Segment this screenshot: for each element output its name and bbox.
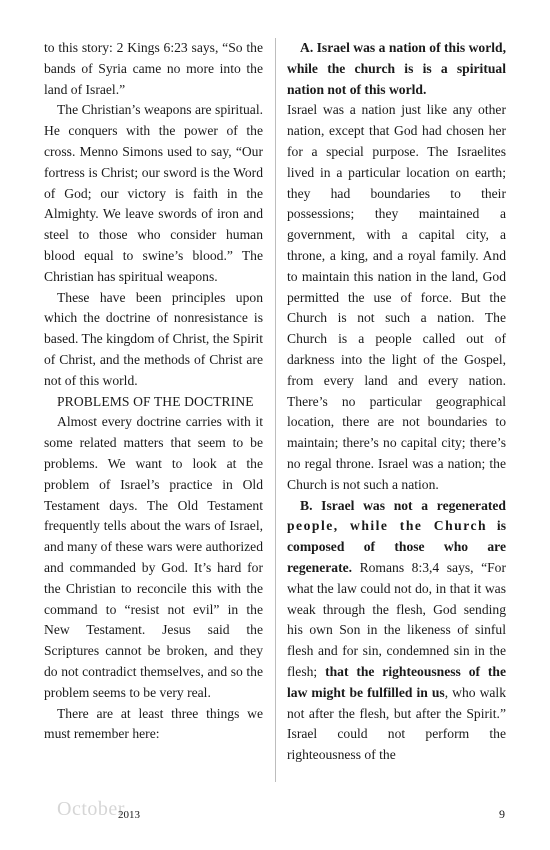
section-heading: PROBLEMS OF THE DOCTRINE — [57, 393, 254, 409]
paragraph-spiritual-weapons: The Christian’s weapons are spiritual. He conquers with the power of the cross. Menno Simons used to say, “Our fortress is Christ; our sword is the Word of God; our victory is faith in the Almighty. We leave swords of iron and steel to those who consider human blood equal to swine’s blood.” The Christian has spiritual weapons. — [44, 102, 263, 284]
point-b-emphasis: that the righteousness of the law might be fulfilled in us — [287, 663, 506, 700]
column-divider — [275, 38, 276, 782]
right-column — [287, 38, 506, 766]
page-number: 9 — [499, 807, 505, 821]
paragraph-continuation: to this story: 2 Kings 6:23 says, “So the bands of Syria came no more into the land of Israel.” — [44, 40, 263, 97]
point-b-title-part-2: people, while the Church — [287, 518, 488, 534]
paragraph-three-things: There are at least three things we must remember here: — [44, 705, 263, 742]
footer-year: 2013 — [118, 809, 140, 821]
point-a-title — [287, 38, 506, 100]
paragraph-problems: Almost every doctrine carries with it some related matters that seem to be problems. We want to look at the problem of Israel’s practice in Old Testament days. The Old Testament frequently tells about the wars of Israel, and many of these wars were authorized and commanded by God. It’s hard for the Christian to reconcile this with the command to “resist not evil” in the New Testament. Jesus said the Scriptures cannot be broken, and they do not contradict themselves, and so the problem seems to be very real. — [44, 414, 263, 700]
point-b-paragraph — [287, 496, 506, 766]
point-b-body-part-1: Romans 8:3,4 says, “For what the law could not do, in that it was weak through the flesh, God sending his own Son in the likeness of sinful flesh and for sin, condemned sin in the flesh; — [287, 559, 506, 679]
paragraph-principles: These have been principles upon which the doctrine of nonresistance is based. The kingdom of Christ, the Spirit of Christ, and the methods of Christ are not of this world. — [44, 289, 263, 388]
point-b-title-part-1: B. Israel was not a regenerated — [300, 497, 506, 513]
point-a-title-text: A. Israel was a nation of this world, while the church is is a spiritual nation not of this world. — [287, 40, 506, 97]
footer-month: October — [57, 798, 125, 820]
left-column — [44, 38, 263, 745]
point-a-body: Israel was a nation just like any other nation, except that God had chosen her for a special purpose. The Israelites lived in a particular location on earth; they had boundaries to their possessions; they maintained a government, with a capital city, a throne, a king, and a royal family. And to maintain this nation in the land, God permitted the use of force. But the Church is not such a nation. The Church is a people called out of darkness into the light of the Gospel, from every land and every nation. There’s no particular geographical location, there are not boundaries to maintain; there’s no capital city; there’s no regal throne. Israel was a nation; the Church is not such a nation. — [287, 102, 506, 492]
point-b-body-part-2: , who walk not after the flesh, but after the Spirit.” Israel could not perform the righteousness of the — [287, 684, 507, 763]
point-b-title-part-3: is composed of those who are regenerate. — [287, 518, 507, 575]
